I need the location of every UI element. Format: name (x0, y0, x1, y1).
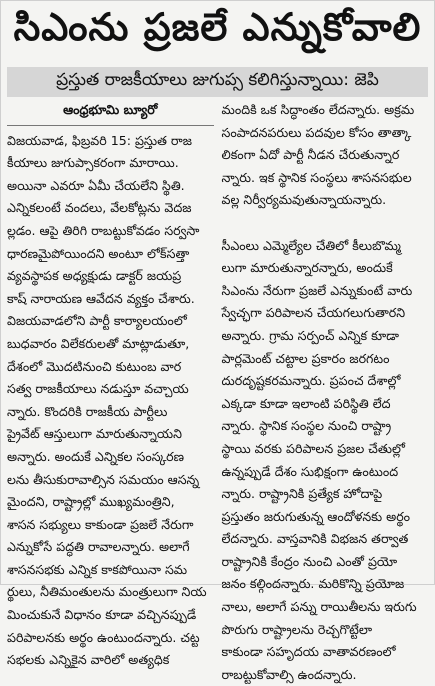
article-line: సత్వ రాజకీయాలు నడుస్తూ వచ్చాయ (7, 381, 189, 397)
article-line: ధారణమైపోయిందని అంటూ లోక్‌సత్తా (7, 245, 190, 261)
article-line: సంపాదనపరులు పదవుల కోసం తాత్కా (221, 124, 412, 140)
article-line: పొరుగు రాష్ట్రాలను రెచ్చగొట్టేలా (221, 621, 373, 637)
article-line: శాసనసభకు ఎన్నిక కాకపోయినా సమ (7, 561, 188, 577)
article-line: సభలకు ఎన్నికైన వారిలో అత్యధిక (7, 652, 170, 668)
article-line: లికంగా ఏదో పార్టీ నీడన చేరుతున్నార (221, 147, 400, 163)
article-line: న్నారు. స్థానిక సంస్థల నుంచి రాష్ట్రా (221, 418, 392, 434)
article-line: లుగా మారుతున్నారన్నారు, అందుకే (221, 260, 393, 276)
article-line: విజయవాడ, ఫిబ్రవరి 15: ప్రస్తుత రాజ (7, 132, 192, 148)
article-line (222, 212, 429, 235)
byline-divider (7, 125, 214, 126)
article-line: సిఎంను నేరుగా ప్రజలే ఎన్నుకుంటే వారు (221, 282, 413, 298)
article-line: రాబట్టుకోవాల్సి ఉందన్నారు. (221, 666, 357, 682)
subheadline: ప్రస్తుత రాజకీయాలు జుగుప్స కలిగిస్తున్నాయి: జెపి (7, 67, 428, 97)
article-line: ఎక్కడా కూడా ఇలాంటి పరిస్థితి లేద (221, 395, 391, 411)
article-line: శాసన సభ్యులు కాకుండా ప్రజలే నేరుగా (7, 516, 194, 532)
article-line: కాష్ నారాయణ ఆవేదన వ్యక్తం చేశారు. (7, 290, 195, 306)
article-line: రాష్ట్రానికి కేంద్రం నుంచి ఎంతో ప్రయో (221, 553, 398, 569)
article-line: కీయాలు జుగుప్సాకరంగా మారాయి. (7, 155, 179, 171)
article-line: నాలు, అలాగే పన్ను రాయితీలను ఇరుగు (221, 599, 417, 615)
article-line: ప్రస్తుతం జరుగుతున్న ఆందోళనకు అర్థం (221, 508, 411, 524)
article-line: న్నారు. కొందరికి రాజకీయ పార్టీలు (7, 403, 168, 419)
article-line: అన్నారు. గ్రామ సర్పంచ్ ఎన్నిక కూడా (221, 327, 399, 343)
article-line: వ్యవస్థాపక అధ్యక్షుడు డాక్టర్ జయప్ర (7, 268, 182, 284)
article-line: అన్నారు. అందుకే ఎన్నికల సంస్కరణ (7, 448, 185, 464)
article-line: దేశంలో మొదటినుంచి కుటుంబ వార (7, 358, 182, 374)
article-line: లేదన్నారు. వాస్తవానికి విభజన తర్వాత (221, 531, 409, 547)
article-line: ర్థులు, నీతిమంతులను మంత్రులుగా నియ (7, 584, 207, 600)
article-line: న్నారు. ఇక స్థానిక సంస్థలు శాసనసభుల (221, 169, 412, 185)
article-line: ఎన్నుకోసే పద్ధతి రావాలన్నారు. అలాగే (7, 539, 190, 555)
article-column-left (7, 99, 214, 668)
article-line: కాకుండా సహృదయ వాతావరణంలో (221, 644, 396, 660)
byline: ఆంధ్రభూమి బ్యూరో (63, 102, 158, 117)
article-line: వల్ల నిర్వీర్యమవుతున్నాయన్నారు. (221, 192, 387, 208)
article-line: స్థాయి వరకు పరిపాలన ప్రజల చేతుల్లో (221, 440, 405, 456)
article-column-right (221, 99, 429, 682)
article-line: దురదృష్టకరమన్నారు. ప్రపంచ దేశాల్లో (221, 373, 401, 389)
article-line: అయినా ఎవరూ ఏమీ చేయలేని స్థితి. (7, 177, 185, 193)
article-line: మించుకునే విధానం కూడా వచ్చినప్పుడే (7, 607, 197, 623)
article-line: న్నారు. రాష్ట్రానికి ప్రత్యేక హోదాపై (221, 486, 383, 502)
article-line: ప్రైవేట్ ఆస్తులుగా మారుతున్నాయని (7, 426, 182, 442)
article-line: జనం కల్గిందన్నారు. మరికొన్ని ప్రయోజ (221, 576, 405, 592)
article-line: పరిపాలనకు అర్థం ఉంటుందన్నారు. చట్ట (7, 629, 200, 645)
article-line: బుధవారం విలేకరులతో మాట్లాడుతూ, (7, 335, 190, 351)
article-line: లను తీసుకురావాల్సిన సమయం ఆసన్న (7, 471, 200, 487)
article-line: ల్లడం. ఆపై తిరిగి రాబట్టుకోవడం సర్వసా (7, 222, 200, 238)
article-line: మైందని, రాష్ట్రాల్లో ముఖ్యమంత్రిని, (7, 494, 175, 510)
article-line: ఉన్నప్పుడే దేశం సుభిక్షంగా ఉంటుంద (221, 463, 399, 479)
article-line: విజయవాడలోని పార్టీ కార్యాలయంలో (7, 313, 187, 329)
headline: సిఎంను ప్రజలే ఎన్నుకోవాలి (13, 5, 422, 49)
article-line: మందికి ఒక సిద్ధాంతం లేదన్నారు. అక్రమ (221, 102, 415, 117)
article-line: పార్లమెంట్ చట్టాల ప్రకారం జరగటం (221, 350, 390, 366)
article-body (7, 99, 428, 682)
article-line: ఎన్నికలంటే వందలు, వేలకోట్లను వెదజ (7, 200, 192, 216)
article-line: సీఎంలు ఎమ్మెల్యేల చేతిలో కీలుబొమ్మ (221, 237, 401, 253)
article-line: స్వేచ్ఛగా పరిపాలన చేయగలుగుతారని (221, 305, 406, 321)
